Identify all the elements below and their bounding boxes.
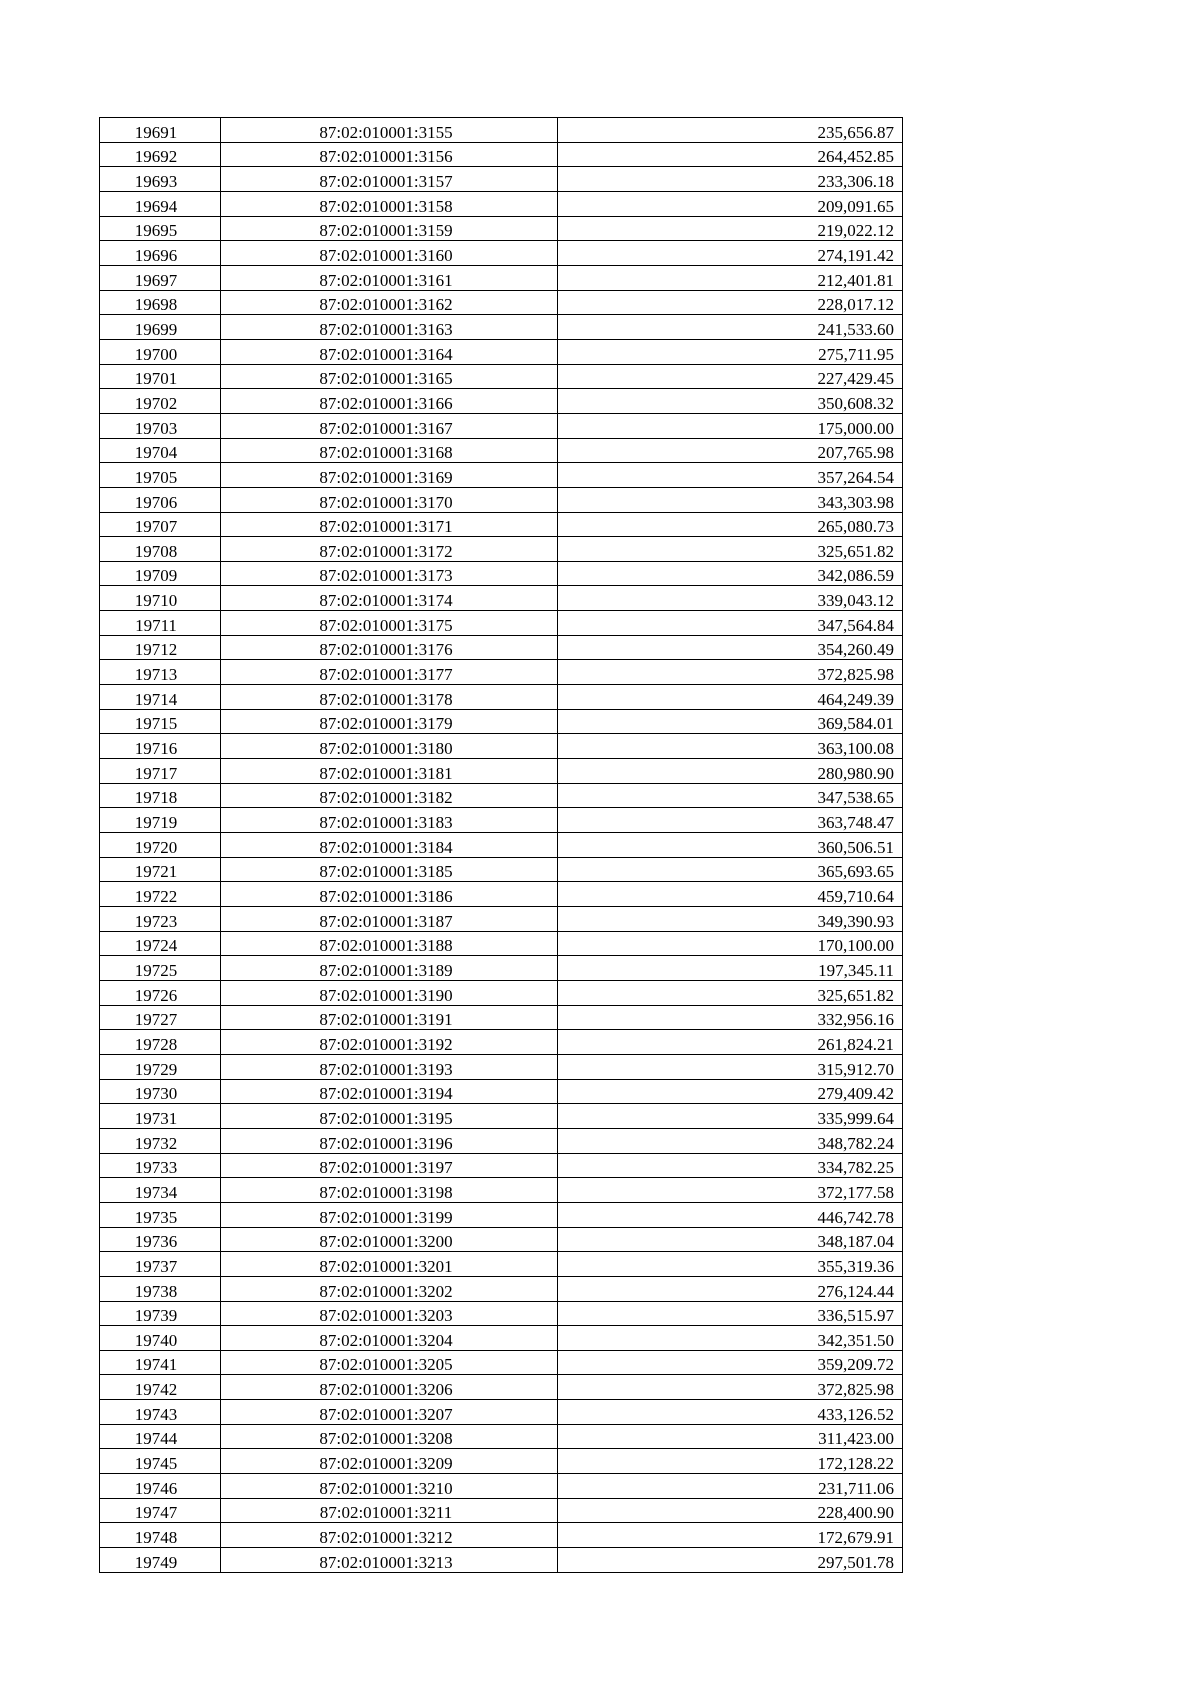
cadastral-value-cell: 459,710.64 bbox=[558, 882, 903, 907]
cadastral-value-cell: 372,177.58 bbox=[558, 1178, 903, 1203]
row-number-cell: 19719 bbox=[100, 808, 221, 833]
row-number-cell: 19735 bbox=[100, 1202, 221, 1227]
row-number-cell: 19739 bbox=[100, 1301, 221, 1326]
cadastral-number-cell: 87:02:010001:3209 bbox=[221, 1449, 558, 1474]
table-row bbox=[100, 265, 903, 290]
cadastral-value-cell: 265,080.73 bbox=[558, 512, 903, 537]
cadastral-value-cell: 365,693.65 bbox=[558, 857, 903, 882]
cadastral-value-cell: 170,100.00 bbox=[558, 931, 903, 956]
row-number-cell: 19712 bbox=[100, 635, 221, 660]
table-row bbox=[100, 241, 903, 266]
cadastral-number-cell: 87:02:010001:3166 bbox=[221, 389, 558, 414]
cadastral-value-cell: 349,390.93 bbox=[558, 907, 903, 932]
cadastral-number-cell: 87:02:010001:3193 bbox=[221, 1054, 558, 1079]
table-row bbox=[100, 1326, 903, 1351]
cadastral-number-cell: 87:02:010001:3183 bbox=[221, 808, 558, 833]
cadastral-value-cell: 335,999.64 bbox=[558, 1104, 903, 1129]
cadastral-value-cell: 233,306.18 bbox=[558, 167, 903, 192]
cadastral-value-cell: 446,742.78 bbox=[558, 1202, 903, 1227]
cadastral-value-cell: 372,825.98 bbox=[558, 1375, 903, 1400]
cadastral-number-cell: 87:02:010001:3160 bbox=[221, 241, 558, 266]
row-number-cell: 19694 bbox=[100, 191, 221, 216]
cadastral-value-cell: 325,651.82 bbox=[558, 537, 903, 562]
table-row bbox=[100, 1498, 903, 1523]
cadastral-value-cell: 241,533.60 bbox=[558, 315, 903, 340]
cadastral-value-table bbox=[99, 117, 903, 1573]
table-row bbox=[100, 857, 903, 882]
cadastral-value-cell: 369,584.01 bbox=[558, 709, 903, 734]
cadastral-value-cell: 279,409.42 bbox=[558, 1079, 903, 1104]
cadastral-number-cell: 87:02:010001:3180 bbox=[221, 734, 558, 759]
table-row bbox=[100, 512, 903, 537]
cadastral-number-cell: 87:02:010001:3197 bbox=[221, 1153, 558, 1178]
cadastral-value-cell: 357,264.54 bbox=[558, 463, 903, 488]
row-number-cell: 19744 bbox=[100, 1424, 221, 1449]
table-row bbox=[100, 1128, 903, 1153]
cadastral-number-cell: 87:02:010001:3204 bbox=[221, 1326, 558, 1351]
table-row bbox=[100, 1548, 903, 1573]
row-number-cell: 19698 bbox=[100, 290, 221, 315]
row-number-cell: 19737 bbox=[100, 1252, 221, 1277]
cadastral-number-cell: 87:02:010001:3211 bbox=[221, 1498, 558, 1523]
cadastral-number-cell: 87:02:010001:3191 bbox=[221, 1005, 558, 1030]
row-number-cell: 19705 bbox=[100, 463, 221, 488]
cadastral-value-cell: 342,351.50 bbox=[558, 1326, 903, 1351]
cadastral-number-cell: 87:02:010001:3174 bbox=[221, 586, 558, 611]
cadastral-number-cell: 87:02:010001:3158 bbox=[221, 191, 558, 216]
cadastral-number-cell: 87:02:010001:3199 bbox=[221, 1202, 558, 1227]
table-row bbox=[100, 487, 903, 512]
table-row bbox=[100, 808, 903, 833]
cadastral-value-cell: 360,506.51 bbox=[558, 833, 903, 858]
cadastral-number-cell: 87:02:010001:3190 bbox=[221, 980, 558, 1005]
row-number-cell: 19715 bbox=[100, 709, 221, 734]
cadastral-number-cell: 87:02:010001:3189 bbox=[221, 956, 558, 981]
table-row bbox=[100, 315, 903, 340]
row-number-cell: 19723 bbox=[100, 907, 221, 932]
cadastral-number-cell: 87:02:010001:3203 bbox=[221, 1301, 558, 1326]
cadastral-value-cell: 339,043.12 bbox=[558, 586, 903, 611]
row-number-cell: 19747 bbox=[100, 1498, 221, 1523]
row-number-cell: 19741 bbox=[100, 1350, 221, 1375]
cadastral-number-cell: 87:02:010001:3187 bbox=[221, 907, 558, 932]
row-number-cell: 19714 bbox=[100, 685, 221, 710]
row-number-cell: 19717 bbox=[100, 759, 221, 784]
cadastral-value-cell: 311,423.00 bbox=[558, 1424, 903, 1449]
table-row bbox=[100, 537, 903, 562]
cadastral-value-cell: 348,187.04 bbox=[558, 1227, 903, 1252]
table-row bbox=[100, 759, 903, 784]
row-number-cell: 19738 bbox=[100, 1276, 221, 1301]
cadastral-number-cell: 87:02:010001:3168 bbox=[221, 438, 558, 463]
cadastral-number-cell: 87:02:010001:3192 bbox=[221, 1030, 558, 1055]
row-number-cell: 19701 bbox=[100, 364, 221, 389]
row-number-cell: 19718 bbox=[100, 783, 221, 808]
cadastral-value-cell: 347,564.84 bbox=[558, 611, 903, 636]
row-number-cell: 19722 bbox=[100, 882, 221, 907]
table-row bbox=[100, 1153, 903, 1178]
cadastral-number-cell: 87:02:010001:3178 bbox=[221, 685, 558, 710]
row-number-cell: 19734 bbox=[100, 1178, 221, 1203]
table-row bbox=[100, 660, 903, 685]
cadastral-value-cell: 231,711.06 bbox=[558, 1474, 903, 1499]
table-row bbox=[100, 561, 903, 586]
table-row bbox=[100, 1079, 903, 1104]
cadastral-number-cell: 87:02:010001:3171 bbox=[221, 512, 558, 537]
table-row bbox=[100, 191, 903, 216]
cadastral-value-cell: 297,501.78 bbox=[558, 1548, 903, 1573]
row-number-cell: 19742 bbox=[100, 1375, 221, 1400]
cadastral-value-cell: 276,124.44 bbox=[558, 1276, 903, 1301]
cadastral-number-cell: 87:02:010001:3206 bbox=[221, 1375, 558, 1400]
cadastral-number-cell: 87:02:010001:3159 bbox=[221, 216, 558, 241]
row-number-cell: 19733 bbox=[100, 1153, 221, 1178]
cadastral-number-cell: 87:02:010001:3186 bbox=[221, 882, 558, 907]
table-row bbox=[100, 882, 903, 907]
table-row bbox=[100, 635, 903, 660]
row-number-cell: 19695 bbox=[100, 216, 221, 241]
cadastral-number-cell: 87:02:010001:3167 bbox=[221, 413, 558, 438]
table-row bbox=[100, 1474, 903, 1499]
row-number-cell: 19728 bbox=[100, 1030, 221, 1055]
row-number-cell: 19724 bbox=[100, 931, 221, 956]
row-number-cell: 19730 bbox=[100, 1079, 221, 1104]
cadastral-number-cell: 87:02:010001:3212 bbox=[221, 1523, 558, 1548]
table-row bbox=[100, 980, 903, 1005]
table-row bbox=[100, 1005, 903, 1030]
table-row bbox=[100, 1523, 903, 1548]
cadastral-number-cell: 87:02:010001:3155 bbox=[221, 118, 558, 143]
cadastral-number-cell: 87:02:010001:3207 bbox=[221, 1400, 558, 1425]
cadastral-number-cell: 87:02:010001:3184 bbox=[221, 833, 558, 858]
row-number-cell: 19745 bbox=[100, 1449, 221, 1474]
cadastral-value-cell: 332,956.16 bbox=[558, 1005, 903, 1030]
cadastral-number-cell: 87:02:010001:3172 bbox=[221, 537, 558, 562]
cadastral-value-cell: 355,319.36 bbox=[558, 1252, 903, 1277]
table-row bbox=[100, 1400, 903, 1425]
row-number-cell: 19707 bbox=[100, 512, 221, 537]
table-body bbox=[100, 118, 903, 1573]
cadastral-number-cell: 87:02:010001:3169 bbox=[221, 463, 558, 488]
row-number-cell: 19699 bbox=[100, 315, 221, 340]
row-number-cell: 19693 bbox=[100, 167, 221, 192]
table-row bbox=[100, 1375, 903, 1400]
cadastral-number-cell: 87:02:010001:3201 bbox=[221, 1252, 558, 1277]
cadastral-value-cell: 354,260.49 bbox=[558, 635, 903, 660]
cadastral-number-cell: 87:02:010001:3177 bbox=[221, 660, 558, 685]
row-number-cell: 19713 bbox=[100, 660, 221, 685]
table-row bbox=[100, 783, 903, 808]
table-row bbox=[100, 1301, 903, 1326]
row-number-cell: 19721 bbox=[100, 857, 221, 882]
cadastral-value-cell: 280,980.90 bbox=[558, 759, 903, 784]
cadastral-value-cell: 372,825.98 bbox=[558, 660, 903, 685]
row-number-cell: 19748 bbox=[100, 1523, 221, 1548]
table-row bbox=[100, 1276, 903, 1301]
cadastral-value-cell: 334,782.25 bbox=[558, 1153, 903, 1178]
cadastral-number-cell: 87:02:010001:3175 bbox=[221, 611, 558, 636]
cadastral-number-cell: 87:02:010001:3179 bbox=[221, 709, 558, 734]
cadastral-number-cell: 87:02:010001:3213 bbox=[221, 1548, 558, 1573]
row-number-cell: 19706 bbox=[100, 487, 221, 512]
cadastral-value-cell: 172,128.22 bbox=[558, 1449, 903, 1474]
cadastral-value-cell: 235,656.87 bbox=[558, 118, 903, 143]
row-number-cell: 19743 bbox=[100, 1400, 221, 1425]
table-row bbox=[100, 142, 903, 167]
cadastral-value-cell: 464,249.39 bbox=[558, 685, 903, 710]
table-row bbox=[100, 685, 903, 710]
row-number-cell: 19704 bbox=[100, 438, 221, 463]
cadastral-number-cell: 87:02:010001:3185 bbox=[221, 857, 558, 882]
cadastral-number-cell: 87:02:010001:3181 bbox=[221, 759, 558, 784]
row-number-cell: 19731 bbox=[100, 1104, 221, 1129]
table-row bbox=[100, 1104, 903, 1129]
cadastral-number-cell: 87:02:010001:3156 bbox=[221, 142, 558, 167]
cadastral-number-cell: 87:02:010001:3200 bbox=[221, 1227, 558, 1252]
cadastral-value-cell: 197,345.11 bbox=[558, 956, 903, 981]
row-number-cell: 19720 bbox=[100, 833, 221, 858]
cadastral-number-cell: 87:02:010001:3173 bbox=[221, 561, 558, 586]
cadastral-number-cell: 87:02:010001:3165 bbox=[221, 364, 558, 389]
table-row bbox=[100, 118, 903, 143]
cadastral-number-cell: 87:02:010001:3202 bbox=[221, 1276, 558, 1301]
table-row bbox=[100, 1054, 903, 1079]
row-number-cell: 19702 bbox=[100, 389, 221, 414]
cadastral-value-cell: 336,515.97 bbox=[558, 1301, 903, 1326]
cadastral-number-cell: 87:02:010001:3176 bbox=[221, 635, 558, 660]
table-row bbox=[100, 931, 903, 956]
table-row bbox=[100, 290, 903, 315]
cadastral-value-cell: 363,748.47 bbox=[558, 808, 903, 833]
row-number-cell: 19703 bbox=[100, 413, 221, 438]
cadastral-value-cell: 350,608.32 bbox=[558, 389, 903, 414]
row-number-cell: 19729 bbox=[100, 1054, 221, 1079]
table-row bbox=[100, 339, 903, 364]
table-row bbox=[100, 1178, 903, 1203]
cadastral-number-cell: 87:02:010001:3208 bbox=[221, 1424, 558, 1449]
row-number-cell: 19716 bbox=[100, 734, 221, 759]
row-number-cell: 19700 bbox=[100, 339, 221, 364]
table-row bbox=[100, 734, 903, 759]
cadastral-value-cell: 264,452.85 bbox=[558, 142, 903, 167]
cadastral-value-cell: 228,400.90 bbox=[558, 1498, 903, 1523]
cadastral-number-cell: 87:02:010001:3205 bbox=[221, 1350, 558, 1375]
table-row bbox=[100, 438, 903, 463]
row-number-cell: 19732 bbox=[100, 1128, 221, 1153]
table-row bbox=[100, 167, 903, 192]
row-number-cell: 19692 bbox=[100, 142, 221, 167]
cadastral-value-cell: 359,209.72 bbox=[558, 1350, 903, 1375]
table-row bbox=[100, 1030, 903, 1055]
table-row bbox=[100, 1227, 903, 1252]
cadastral-value-cell: 275,711.95 bbox=[558, 339, 903, 364]
cadastral-number-cell: 87:02:010001:3210 bbox=[221, 1474, 558, 1499]
cadastral-value-cell: 261,824.21 bbox=[558, 1030, 903, 1055]
cadastral-value-cell: 325,651.82 bbox=[558, 980, 903, 1005]
row-number-cell: 19726 bbox=[100, 980, 221, 1005]
cadastral-number-cell: 87:02:010001:3161 bbox=[221, 265, 558, 290]
table-row bbox=[100, 833, 903, 858]
row-number-cell: 19746 bbox=[100, 1474, 221, 1499]
table-row bbox=[100, 586, 903, 611]
table-row bbox=[100, 389, 903, 414]
cadastral-number-cell: 87:02:010001:3163 bbox=[221, 315, 558, 340]
cadastral-value-cell: 342,086.59 bbox=[558, 561, 903, 586]
row-number-cell: 19740 bbox=[100, 1326, 221, 1351]
table-row bbox=[100, 1350, 903, 1375]
row-number-cell: 19708 bbox=[100, 537, 221, 562]
cadastral-value-cell: 274,191.42 bbox=[558, 241, 903, 266]
cadastral-number-cell: 87:02:010001:3164 bbox=[221, 339, 558, 364]
row-number-cell: 19725 bbox=[100, 956, 221, 981]
table-row bbox=[100, 611, 903, 636]
table-row bbox=[100, 709, 903, 734]
cadastral-value-cell: 227,429.45 bbox=[558, 364, 903, 389]
table-row bbox=[100, 1449, 903, 1474]
cadastral-number-cell: 87:02:010001:3162 bbox=[221, 290, 558, 315]
table-row bbox=[100, 1202, 903, 1227]
row-number-cell: 19736 bbox=[100, 1227, 221, 1252]
cadastral-value-cell: 228,017.12 bbox=[558, 290, 903, 315]
row-number-cell: 19727 bbox=[100, 1005, 221, 1030]
cadastral-number-cell: 87:02:010001:3196 bbox=[221, 1128, 558, 1153]
cadastral-value-cell: 212,401.81 bbox=[558, 265, 903, 290]
row-number-cell: 19709 bbox=[100, 561, 221, 586]
table-row bbox=[100, 1424, 903, 1449]
table-row bbox=[100, 216, 903, 241]
table-row bbox=[100, 463, 903, 488]
cadastral-number-cell: 87:02:010001:3195 bbox=[221, 1104, 558, 1129]
row-number-cell: 19710 bbox=[100, 586, 221, 611]
row-number-cell: 19749 bbox=[100, 1548, 221, 1573]
cadastral-value-cell: 347,538.65 bbox=[558, 783, 903, 808]
table-row bbox=[100, 413, 903, 438]
cadastral-value-cell: 433,126.52 bbox=[558, 1400, 903, 1425]
cadastral-value-cell: 219,022.12 bbox=[558, 216, 903, 241]
cadastral-value-cell: 343,303.98 bbox=[558, 487, 903, 512]
cadastral-number-cell: 87:02:010001:3170 bbox=[221, 487, 558, 512]
cadastral-number-cell: 87:02:010001:3182 bbox=[221, 783, 558, 808]
row-number-cell: 19697 bbox=[100, 265, 221, 290]
table-row bbox=[100, 364, 903, 389]
row-number-cell: 19711 bbox=[100, 611, 221, 636]
table-row bbox=[100, 956, 903, 981]
cadastral-number-cell: 87:02:010001:3194 bbox=[221, 1079, 558, 1104]
cadastral-value-cell: 209,091.65 bbox=[558, 191, 903, 216]
row-number-cell: 19696 bbox=[100, 241, 221, 266]
cadastral-number-cell: 87:02:010001:3188 bbox=[221, 931, 558, 956]
cadastral-value-cell: 348,782.24 bbox=[558, 1128, 903, 1153]
cadastral-value-cell: 207,765.98 bbox=[558, 438, 903, 463]
cadastral-value-cell: 315,912.70 bbox=[558, 1054, 903, 1079]
cadastral-value-cell: 172,679.91 bbox=[558, 1523, 903, 1548]
cadastral-value-cell: 175,000.00 bbox=[558, 413, 903, 438]
table-row bbox=[100, 907, 903, 932]
cadastral-number-cell: 87:02:010001:3198 bbox=[221, 1178, 558, 1203]
table-row bbox=[100, 1252, 903, 1277]
cadastral-number-cell: 87:02:010001:3157 bbox=[221, 167, 558, 192]
row-number-cell: 19691 bbox=[100, 118, 221, 143]
cadastral-value-cell: 363,100.08 bbox=[558, 734, 903, 759]
